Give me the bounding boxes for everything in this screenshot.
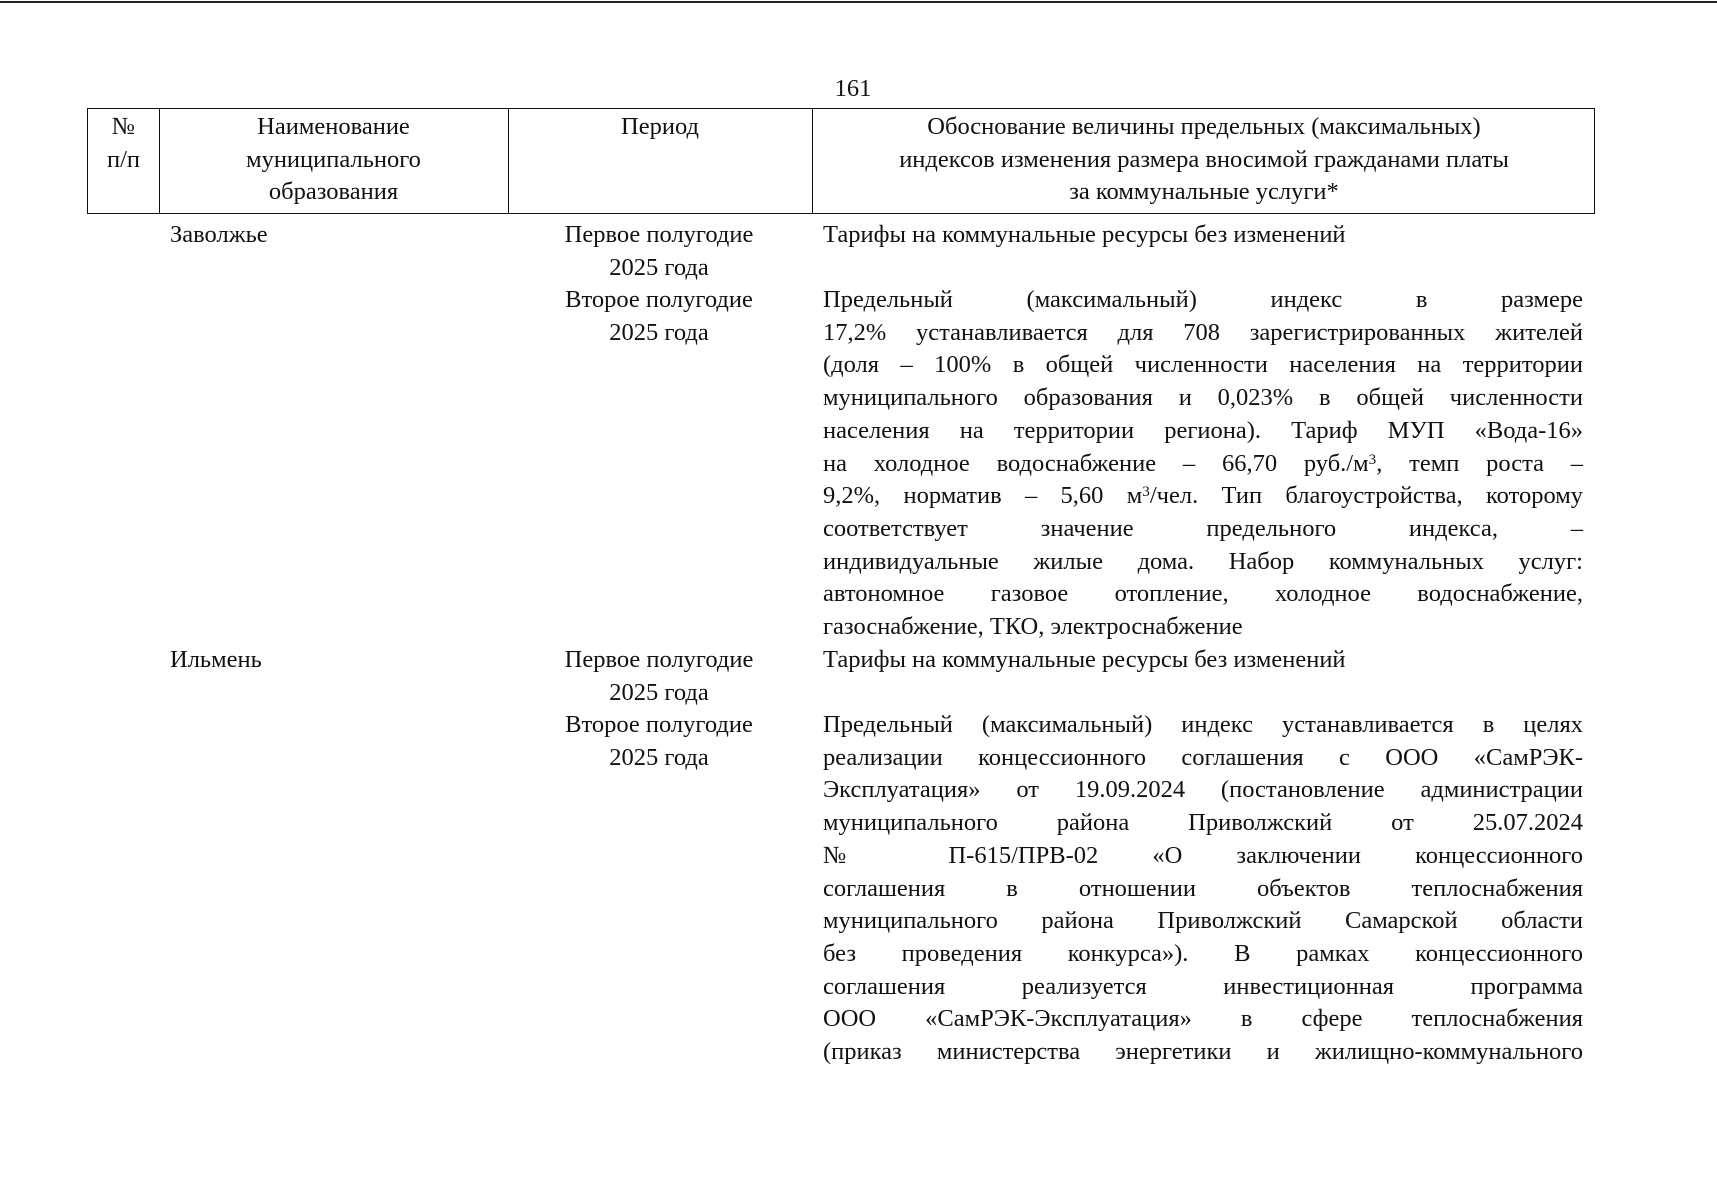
superscript: 3 <box>1142 483 1150 501</box>
page-top-border <box>0 1 1717 3</box>
municipality-name: Заволжье <box>170 221 268 248</box>
justification-text: Тарифы на коммунальные ресурсы без изменений <box>823 221 1346 248</box>
text-run: 9,2%, норматив – 5,60 м <box>823 482 1143 510</box>
paragraph-line: Эксплуатация» от 19.09.2024 (постановление администрации <box>823 776 1583 804</box>
paragraph-line: газоснабжение, ТКО, электроснабжение <box>823 613 1243 641</box>
paragraph-line: (доля – 100% в общей численности населения на территории <box>823 351 1583 379</box>
paragraph-line: ООО «СамРЭК-Эксплуатация» в сфере теплоснабжения <box>823 1005 1583 1033</box>
header-justification-line: индексов изменения размера вносимой гражданами платы <box>899 145 1509 173</box>
paragraph-line: Предельный (максимальный) индекс устанавливается в целях <box>823 711 1583 738</box>
period-line: Первое полугодие <box>564 646 754 673</box>
header-municipality-line: Наименование <box>257 113 410 140</box>
header-justification-line: за коммунальные услуги* <box>1069 178 1339 206</box>
paragraph-line: Предельный (максимальный) индекс в размере <box>823 286 1583 313</box>
paragraph-line: муниципального района Приволжский Самарской области <box>823 907 1583 935</box>
superscript: 3 <box>1368 450 1377 468</box>
header-municipality-line: образования <box>268 178 399 206</box>
paragraph-line: индивидуальные жилые дома. Набор коммунальных услуг: <box>823 547 1583 575</box>
text-run: /чел. Тип благоустройства, которому <box>1149 482 1583 510</box>
period-line: Первое полугодие <box>564 221 754 248</box>
header-municipality-cell <box>159 111 508 209</box>
paragraph-line: соглашения в отношении объектов теплоснабжения <box>823 874 1583 902</box>
period-first-half <box>540 219 778 284</box>
paragraph-line <box>823 448 1583 481</box>
period-first-half <box>540 644 778 709</box>
period-line: Второе полугодие <box>565 286 753 313</box>
paragraph-line: 17,2% устанавливается для 708 зарегистрированных жителей <box>823 318 1583 346</box>
header-justification-cell <box>812 111 1596 209</box>
header-period-line: Период <box>621 113 699 140</box>
paragraph-line: муниципального района Приволжский от 25.07.2024 <box>823 809 1583 837</box>
paragraph-line <box>823 480 1583 513</box>
period-line: 2025 года <box>609 743 709 771</box>
justification-paragraph <box>823 709 1583 1069</box>
paragraph-line: № П-615/ПРВ-02 «О заключении концессионного <box>823 841 1583 869</box>
page-number: 161 <box>834 75 872 102</box>
justification-text: Тарифы на коммунальные ресурсы без изменений <box>823 646 1346 673</box>
municipality-name: Ильмень <box>170 646 262 673</box>
paragraph-line: муниципального образования и 0,023% в общей численности <box>823 384 1583 412</box>
table-header <box>87 108 1595 214</box>
period-second-half <box>540 284 778 349</box>
header-period-cell <box>508 111 812 144</box>
header-number-cell <box>88 111 159 176</box>
paragraph-line: без проведения конкурса»). В рамках концессионного <box>823 939 1583 967</box>
header-number-line: № <box>111 113 136 140</box>
period-line: 2025 года <box>609 253 709 281</box>
paragraph-line: соглашения реализуется инвестиционная программа <box>823 972 1583 1000</box>
justification-paragraph <box>823 284 1583 644</box>
paragraph-line: реализации концессионного соглашения с ООО «СамРЭК- <box>823 743 1583 771</box>
period-line: 2025 года <box>609 318 709 346</box>
text-run: на холодное водоснабжение – 66,70 руб./м <box>823 449 1369 477</box>
header-number-line: п/п <box>106 145 141 173</box>
period-second-half <box>540 709 778 774</box>
paragraph-line: соответствует значение предельного индекса, – <box>823 514 1583 542</box>
text-run: , темп роста – <box>1376 449 1583 477</box>
paragraph-line: автономное газовое отопление, холодное водоснабжение, <box>823 580 1583 608</box>
period-line: Второе полугодие <box>565 711 753 738</box>
period-line: 2025 года <box>609 678 709 706</box>
header-municipality-line: муниципального <box>246 145 421 173</box>
header-justification-line: Обоснование величины предельных (максимальных) <box>927 113 1481 140</box>
paragraph-line: (приказ министерства энергетики и жилищно-коммунального <box>823 1038 1583 1066</box>
paragraph-line: населения на территории региона). Тариф МУП «Вода-16» <box>823 416 1583 444</box>
